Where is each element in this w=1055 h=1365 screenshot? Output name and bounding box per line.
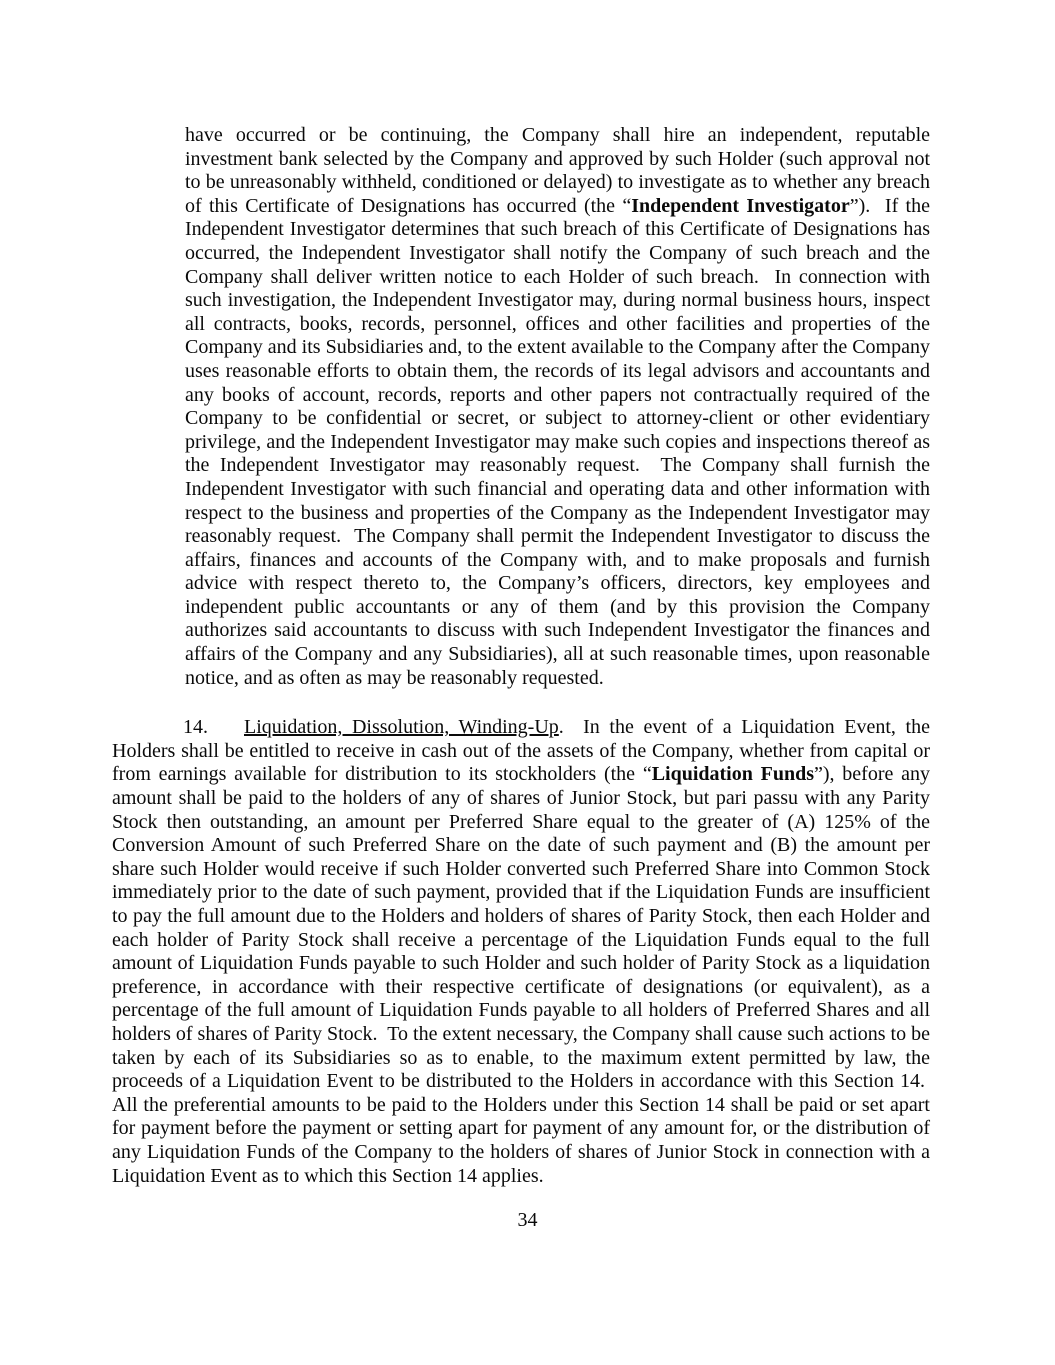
- para1-text-before-bold: have occurred or be continuing, the Company shall hire an independent, reputable investment bank selected by the Company and approved by such Holder (such approval not to be unreasonably withheld, conditioned or delayed) to investigate as to whether any breach of this Certificate of Designations has occurred (the “: [185, 124, 930, 217]
- para1-bold-term-independent-investigator: Independent Investigator: [631, 194, 850, 217]
- page-number: 34: [517, 1209, 538, 1231]
- para2-bold-term-liquidation-funds: Liquidation Funds: [651, 763, 814, 786]
- para2-text-after-bold: ”), before any amount shall be paid to the holders of any of shares of Junior Stock, but pari passu with any Parity Stock then outstanding, an amount per Preferred Share equal to the greater of (A) 125% of the Conversion Amount of such Preferred Share on the date of such payment and (B) the amount per share such Holder would receive if such Holder converted such Preferred Share into Common Stock immediately prior to the date of such payment, provided that if the Liquidation Funds are insufficient to pay the full amount due to the Holders and holders of shares of Parity Stock, then each Holder and each holder of Parity Stock shall receive a percentage of the Liquidation Funds equal to the full amount of Liquidation Funds payable to such Holder and such holder of Parity Stock as a liquidation preference, in accordance with their respective certificate of designations (or equivalent), as a percentage of the full amount of Liquidation Funds payable to all holders of Preferred Shares and all holders of shares of Parity Stock. To the extent necessary, the Company shall cause such actions to be taken by each of its Subsidiaries so as to enable, to the maximum extent permitted by law, the proceeds of a Liquidation Event to be distributed to the Holders in accordance with this Section 14. All the preferential amounts to be paid to the Holders under this Section 14 shall be paid or set apart for payment before the payment or setting apart for payment of any amount for, or the distribution of any Liquidation Funds of the Company to the holders of shares of Junior Stock in connection with a Liquidation Event as to which this Section 14 applies.: [112, 763, 931, 1187]
- paragraph-liquidation-section: [112, 716, 930, 1188]
- para2-text-after-heading: . In the event of a Liquidation Event, the Holders shall be entitled to receive in cash out of the assets of the Company, whether from capital or from earnings available for distribution to its stockholders (the “: [112, 716, 930, 786]
- paragraph-independent-investigator: [185, 124, 930, 690]
- section-number: 14.: [183, 716, 208, 739]
- para1-text-after-bold: ”). If the Independent Investigator determines that such breach of this Certificate of Designations has occurred, the Independent Investigator shall notify the Company of such breach and the Company shall deliver written notice to each Holder of such breach. In connection with such investigation, the Independent Investigator may, during normal business hours, inspect all contracts, books, records, personnel, offices and other facilities and properties of the Company and its Subsidiaries and, to the extent available to the Company after the Company uses reasonable efforts to obtain them, the records of its legal advisors and accountants and any books of account, records, reports and other papers not contractually required of the Company to be confidential or secret, or subject to attorney-client or other evidentiary privilege, and the Independent Investigator may make such copies and inspections thereof as the Independent Investigator may reasonably request. The Company shall furnish the Independent Investigator with such financial and operating data and other information with respect to the business and properties of the Company as the Independent Investigator may reasonably request. The Company shall permit the Independent Investigator to discuss the affairs, finances and accounts of the Company with, and to make proposals and furnish advice with respect thereto to, the Company’s officers, directors, key employees and independent public accountants or any of them (and by this provision the Company authorizes said accountants to discuss with such Independent Investigator the finances and affairs of the Company and any Subsidiaries), all at such reasonable times, upon reasonable notice, and as often as may be reasonably requested.: [185, 194, 930, 689]
- page-content: [112, 124, 930, 1188]
- section-heading-underlined: Liquidation, Dissolution, Winding-Up: [244, 716, 559, 739]
